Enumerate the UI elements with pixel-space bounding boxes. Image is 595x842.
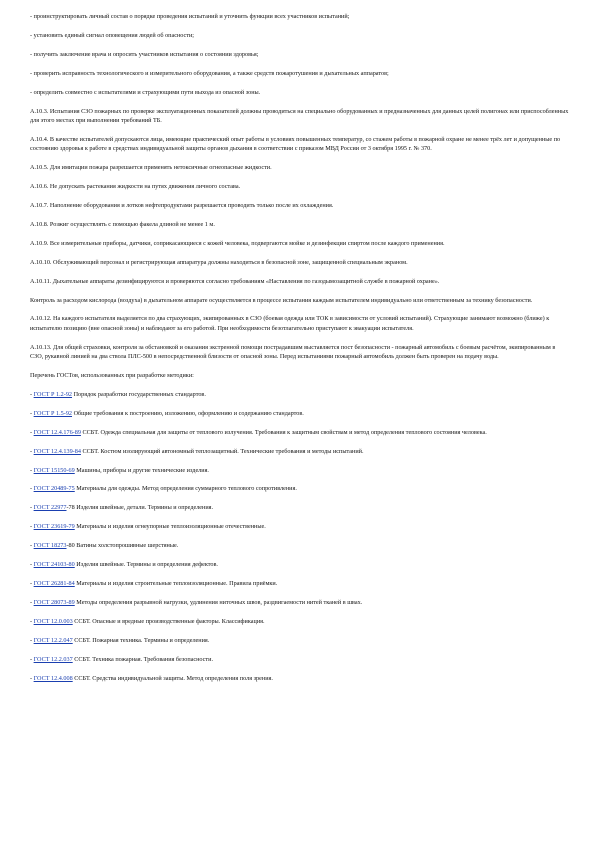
bullet-briefing: - проинструктировать личный состав о порядке проведения испытаний и уточнить функции всех участников испытаний;: [30, 13, 350, 20]
gost-link[interactable]: ГОСТ 24103-80: [33, 561, 75, 569]
paragraph-a-10-11: А.10.11. Дыхательные аппараты дезинфицируются и проверяются согласно требованиям «Наставления по газодымозащитной службе в пожарной охране».: [30, 277, 440, 285]
gost-link[interactable]: ГОСТ Р 1.5-92: [33, 409, 73, 417]
gost-link[interactable]: ГОСТ 12.4.008: [33, 674, 73, 682]
gost-link[interactable]: ГОСТ 12.4.176-89: [33, 428, 81, 436]
list-item: - ГОСТ Р 1.5-92 Общие требования к построению, изложению, оформлению и содержанию стандартов.: [30, 409, 304, 417]
paragraph-a-10-4: А.10.4. В качестве испытателей допускаются лица, имеющие практический опыт работы в условиях повышенных температур, со стажем работы в пожарной охране не менее трёх лет и допущенные по состоянию здоровья к работе в средствах индивидуальной защиты органов дыхания в соответствии с приказом МВД России от 3 октября 1995 г. № 370.: [30, 135, 561, 153]
gost-link[interactable]: ГОСТ 20489-75: [33, 485, 75, 493]
list-item: - ГОСТ 12.4.008 ССБТ. Средства индивидуальной защиты. Метод определения поля зрения.: [30, 674, 273, 682]
gost-link[interactable]: ГОСТ 22977: [33, 504, 67, 512]
paragraph-a-10-9: А.10.9. Все измерительные приборы, датчики, соприкасающиеся с кожей человека, подвергаются мойке и дезинфекции спиртом после каждого применения.: [30, 239, 445, 247]
gost-link[interactable]: ГОСТ Р 1.2-92: [33, 390, 73, 398]
list-item: - ГОСТ 12.4.139-84 ССБТ. Костюм изолирующий автономный теплозащитный. Технические требования и методы испытаний.: [30, 447, 364, 455]
paragraph-oxygen-control: Контроль за расходом кислорода (воздуха) в дыхательном аппарате осуществляется в процессе испытания каждым испытателем индивидуально или ответственным за технику безопасности.: [30, 296, 533, 304]
paragraph-a-10-5: А.10.5. Для имитации пожара разрешается применять нетоксичные огнеопасные жидкости.: [30, 164, 272, 172]
list-item: - ГОСТ Р 1.2-92 Порядок разработки государственных стандартов.: [30, 390, 206, 398]
list-item: - ГОСТ 12.2.047 ССБТ. Пожарная техника. Термины и определения.: [30, 636, 210, 644]
list-item: - ГОСТ 22977-78 Изделия швейные, детали. Термины и определения.: [30, 504, 214, 512]
list-item: - ГОСТ 20489-75 Материалы для одежды. Метод определения суммарного теплового сопротивления.: [30, 485, 297, 493]
list-item: - ГОСТ 12.2.037 ССБТ. Техника пожарная. Требования безопасности.: [30, 655, 213, 663]
list-item: - ГОСТ 15150-69 Машины, приборы и другие технические изделия.: [30, 466, 209, 474]
gost-link[interactable]: ГОСТ 23619-79: [33, 523, 75, 531]
bullet-doctor: - получить заключение врача и опросить участников испытания о состоянии здоровья;: [30, 50, 259, 58]
list-item: - ГОСТ 12.0.003 ССБТ. Опасные и вредные производственные факторы. Классификация.: [30, 617, 265, 625]
list-item: - ГОСТ 26281-84 Материалы и изделия строительные теплоизоляционные. Правила приёмки.: [30, 580, 278, 587]
bullet-equipment: - проверить исправность технологического и измерительного оборудования, а также средств пожаротушения и дыхательных аппаратов;: [30, 69, 389, 77]
gost-link[interactable]: ГОСТ 28073-89: [33, 598, 75, 606]
gost-link[interactable]: ГОСТ 12.2.037: [33, 655, 73, 663]
paragraph-a-10-10: А.10.10. Обслуживающий персонал и регистрирующая аппаратура должны находиться в безопасной зоне, защищенной специальным экраном.: [30, 258, 408, 266]
list-item: - ГОСТ 23619-79 Материалы и изделия огнеупорные теплоизоляционные отечественные.: [30, 523, 266, 531]
gost-list: [30, 390, 570, 683]
gost-list-heading: Перечень ГОСТов, использованных при разработке методики:: [30, 372, 194, 380]
list-item: - ГОСТ 18273-80 Ватины холстопрошивные шерстяные.: [30, 542, 179, 550]
list-item: - ГОСТ 24103-80 Изделия швейные. Термины и определения дефектов.: [30, 561, 218, 569]
paragraph-a-10-12: А.10.12. На каждого испытателя выделяется по два страхующих, экипированных в СЗО (боевая одежда или ТОК в зависимости от условий испытаний). Страхующие занимают возможно (ближе) к испытателю позицию (вне опасной зоны) и наблюдают за его работой. При необходимости безотлагательно приступают к эвакуации испытателя.: [30, 315, 550, 332]
gost-link[interactable]: ГОСТ 18273: [33, 542, 67, 550]
paragraph-a-10-3: А.10.3. Испытания СЗО пожарных по проверке эксплуатационных показателей должны проводиться на специально оборудованных и предназначенных для данных целей полигонах или приспособленных для этого местах при выполнении требований ТБ.: [30, 107, 569, 124]
list-item: - ГОСТ 12.4.176-89 ССБТ. Одежда специальная для защиты от теплового излучения. Требования к защитным свойствам и метод определения теплового состояния человека.: [30, 428, 487, 436]
gost-link[interactable]: ГОСТ 12.4.139-84: [33, 447, 81, 455]
paragraph-a-10-6: А.10.6. Не допускать растекания жидкости на путях движения личного состава.: [30, 183, 241, 191]
bullet-signal: - установить единый сигнал оповещения людей об опасности;: [30, 31, 195, 39]
bullet-exit-paths: - определить совместно с испытателями и страхующими пути выхода из опасной зоны.: [30, 88, 261, 96]
gost-link[interactable]: ГОСТ 26281-84: [33, 580, 75, 587]
list-item: - ГОСТ 28073-89 Методы определения разрывной нагрузки, удлинения ниточных швов, раздвигаемости нитей тканей в швах.: [30, 598, 363, 606]
document-page: [30, 12, 570, 683]
gost-link[interactable]: ГОСТ 15150-69: [33, 466, 75, 474]
gost-link[interactable]: ГОСТ 12.0.003: [33, 617, 73, 625]
paragraph-a-10-7: А.10.7. Наполнение оборудования и лотков нефтепродуктами разрешается проводить только после их охлаждения.: [30, 201, 334, 209]
gost-link[interactable]: ГОСТ 12.2.047: [33, 636, 73, 644]
paragraph-a-10-13: А.10.13. Для общей страховки, контроля за обстановкой и оказания экстренной помощи пострадавшим выставляется пост безопасности - пожарный автомобиль с боевым расчётом, экипированным в СЗО, рукавной линией на два ствола ПЛС-500 в непосредственной близости от опасной зоны. Перед испытаниями пожарный автомобиль должен быть проверен на подачу воды.: [30, 343, 556, 361]
paragraph-a-10-8: А.10.8. Розжиг осуществлять с помощью факела длиной не менее 1 м.: [30, 220, 215, 228]
